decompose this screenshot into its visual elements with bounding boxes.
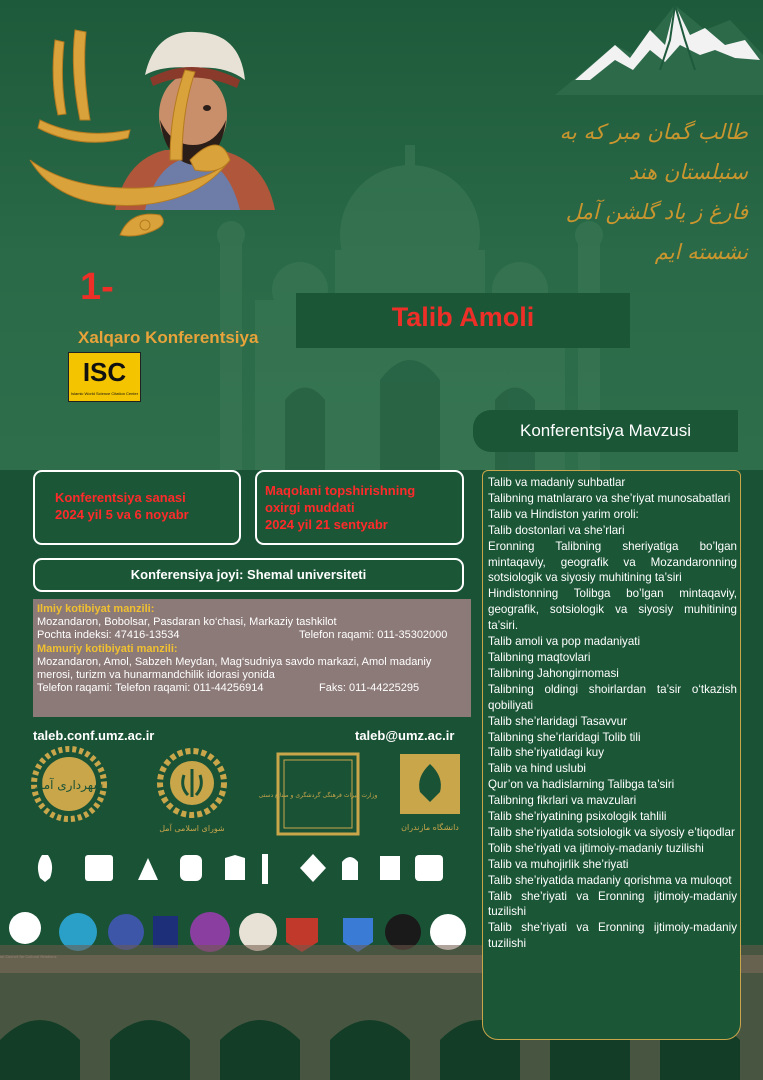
sci-address-line: Mozandaron, Bobolsar, Pasdaran ko‘chasi, Markaziy tashkilot (37, 616, 337, 628)
topic-item: Talib va hind uslubi (488, 762, 586, 776)
sponsor-logos-row-2 (30, 850, 450, 895)
adm-address-line-2: merosi, turizm va hunarmandchilik idorasi yonida (37, 669, 275, 681)
topic-item: Talib she’riyatining psixologik tahlili (488, 810, 667, 824)
amol-municipality-logo-text: شهرداری آمل (34, 778, 104, 792)
mountain-illustration (555, 0, 763, 95)
deadline-label-2: oxirgi muddati (265, 500, 355, 515)
persian-verse-line-1: طالب گمان مبر که به سنبلستان هند (559, 120, 748, 184)
topic-item: Talibning maqtovlari (488, 650, 591, 664)
mazandaran-university-logo-text: دانشگاه مازندران (401, 823, 459, 832)
isc-logo-subtext: Islamic World Science Citation Center (70, 391, 139, 396)
website-link[interactable]: taleb.conf.umz.ac.ir (33, 728, 155, 743)
sponsor-6-icon (262, 854, 268, 884)
topic-item: Talib va muhojirlik she’riyati (488, 857, 629, 871)
topics-list (488, 475, 737, 952)
topic-item: Talib she’riyati va Eronning ijtimoiy-madaniy tuzilishi (488, 889, 737, 919)
amol-council-logo-text: شورای اسلامی آمل (159, 824, 225, 833)
topic-item: Talibning she’rlaridagi Tolib tili (488, 730, 641, 744)
email-link[interactable]: taleb@umz.ac.ir (355, 728, 455, 743)
topic-item: Talibning fikrlari va mavzulari (488, 794, 637, 808)
amol-council-logo (152, 745, 232, 835)
heritage-ministry-logo (258, 752, 378, 836)
topic-item: Talib va madaniy suhbatlar (488, 476, 626, 489)
sci-phone: Telefon raqami: 011-35302000 (299, 629, 448, 641)
isc-logo-text: ISC (82, 357, 127, 387)
conference-number: 1- (80, 266, 114, 308)
sci-postal: Pochta indeksi: 47416-13534 (37, 629, 180, 641)
calligraphy-title (20, 10, 250, 240)
topic-item: Tolib she’riyati va ijtimoiy-madaniy tuzilishi (488, 841, 704, 855)
isc-logo (68, 352, 141, 402)
deadline-value: 2024 yil 21 sentyabr (265, 517, 388, 532)
topic-item: Qur’on va hadislarning Talibga ta’siri (488, 778, 675, 792)
sponsor-9-icon (380, 856, 400, 880)
topic-item: Talib va Hindiston yarim oroli: (488, 507, 639, 521)
adm-fax: Faks: 011-44225295 (319, 682, 420, 694)
topic-item: Talib she’riyati va Eronning ijtimoiy-madaniy tuzilishi (488, 921, 737, 951)
topic-item: Talibning oldingi shoirlardan ta’sir o‘tkazish qobiliyati (488, 682, 737, 712)
sponsor-2-icon (85, 855, 113, 881)
topic-item: Talib she’riyatida madaniy qorishma va muloqot (488, 873, 732, 887)
topic-item: Talib she’riyatida sotsiologik va siyosiy e’tiqodlar (488, 825, 735, 839)
topic-item: Talib she’rlaridagi Tasavvur (488, 714, 627, 728)
sponsor-14-icon (153, 916, 178, 948)
conference-title: Talib Amoli (391, 302, 535, 332)
topic-item: Eronning Talibning sheriyatiga bo’lgan mintaqaviy, geografik va Mozandaronning sotsiologik va siyosiy muhitining ta’siri (488, 539, 737, 585)
sponsor-4-icon (180, 855, 202, 881)
topic-item: Hindistonning Tolibga bo’lgan mintaqaviy, geografik, sotsiologik va siyosiy muhitining ta’siri. (488, 587, 737, 633)
topics-heading: Konferentsiya Mavzusi (519, 421, 692, 440)
sponsor-5-icon (225, 855, 245, 880)
deadline-card (255, 470, 464, 545)
topic-item: Talib she’riyatidagi kuy (488, 746, 604, 760)
date-value: 2024 yil 5 va 6 noyabr (55, 507, 189, 522)
date-card (33, 470, 241, 545)
sci-address-heading: Ilmiy kotibiyat manzili: (37, 603, 155, 615)
venue-card (33, 558, 464, 592)
heritage-ministry-logo-text: وزارت میراث فرهنگی گردشگری و صنایع دستی (258, 792, 378, 799)
iran-emblem-icon (38, 855, 52, 882)
venue-text: Konferensiya joyi: Shemal universiteti (130, 567, 367, 582)
topic-item: Talib dostonlari va she’rlari (488, 523, 625, 537)
conference-type: Xalqaro Konferentsiya (78, 328, 259, 347)
sponsor-10-icon (415, 855, 443, 881)
persian-verse-line-2: فارغ ز یاد گلشن آمل نشسته ایم (565, 200, 748, 264)
adm-address-line-1: Mozandaron, Amol, Sabzeh Meydan, Mag‘sudniya savdo markazi, Amol madaniy (37, 656, 432, 668)
topic-item: Talib amoli va pop madaniyati (488, 635, 641, 649)
adm-address-heading: Mamuriy kotibiyati manzili: (37, 643, 178, 655)
address-block (33, 599, 471, 717)
topic-item: Talibning matnlararo va she’riyat munosabatlari (488, 491, 731, 505)
sponsor-3-icon (138, 858, 158, 880)
topic-item: Talibning Jahongirnomasi (488, 666, 619, 680)
topics-panel (482, 470, 741, 1040)
persian-verse (508, 112, 748, 272)
adm-phone: Telefon raqami: Telefon raqami: 011-44256914 (37, 682, 264, 694)
mazandaran-university-logo (398, 752, 462, 836)
sponsor-8-icon (342, 857, 358, 880)
deadline-label-1: Maqolani topshirishning (265, 483, 416, 498)
icc-logo (9, 912, 41, 944)
date-label: Konferentsiya sanasi (55, 490, 186, 505)
amol-municipality-logo (30, 745, 108, 823)
sponsor-7-icon (300, 854, 326, 882)
